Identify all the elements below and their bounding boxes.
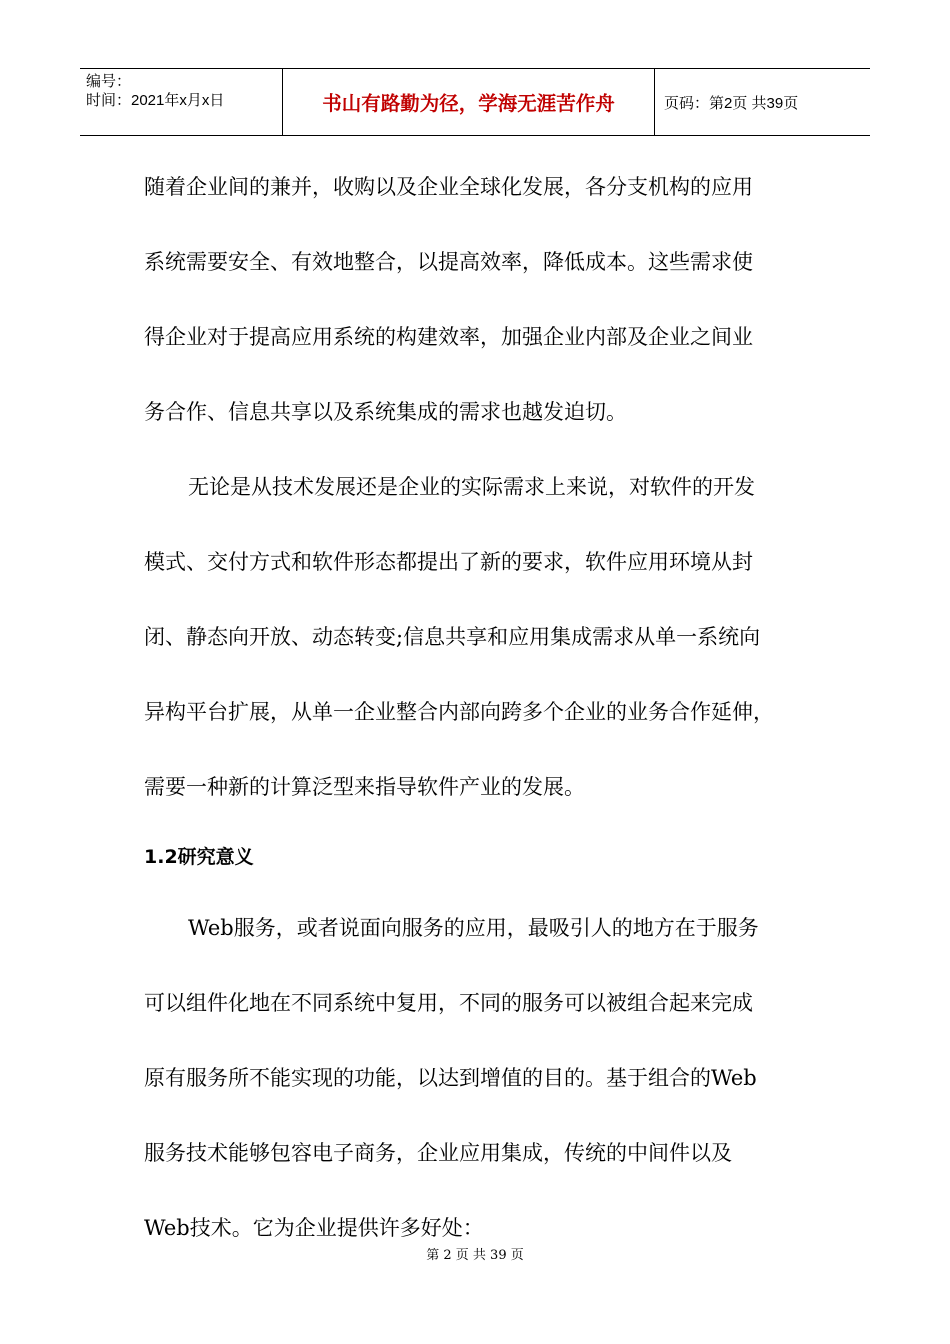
- document-date: 时间：2021年x月x日: [86, 92, 225, 109]
- document-body: [144, 158, 824, 1274]
- page-footer: 第 2 页 共 39 页: [426, 1248, 524, 1263]
- paragraph-line: 无论是从技术发展还是企业的实际需求上来说，对软件的开发: [188, 475, 755, 499]
- paragraph-line: 模式、交付方式和软件形态都提出了新的要求，软件应用环境从封: [144, 550, 753, 574]
- paragraph-line: Web服务，或者说面向服务的应用，最吸引人的地方在于服务: [188, 916, 759, 940]
- paragraph-line: 可以组件化地在不同系统中复用，不同的服务可以被组合起来完成: [144, 991, 753, 1015]
- paragraph-line: 随着企业间的兼并，收购以及企业全球化发展，各分支机构的应用: [144, 175, 753, 199]
- header-motto: 书山有路勤为径，学海无涯苦作舟: [282, 69, 655, 135]
- paragraph-line: 系统需要安全、有效地整合，以提高效率，降低成本。这些需求使: [144, 250, 753, 274]
- page-header: [80, 68, 870, 136]
- paragraph-line: 异构平台扩展，从单一企业整合内部向跨多个企业的业务合作延伸，: [144, 700, 774, 724]
- paragraph-line: 闭、静态向开放、动态转变;信息共享和应用集成需求从单一系统向: [144, 625, 761, 649]
- section-heading: 1.2研究意义: [144, 846, 254, 868]
- paragraph-line: Web技术。它为企业提供许多好处：: [144, 1216, 484, 1240]
- paragraph-line: 服务技术能够包容电子商务，企业应用集成，传统的中间件以及: [144, 1141, 732, 1165]
- paragraph-line: 需要一种新的计算泛型来指导软件产业的发展。: [144, 775, 585, 799]
- header-page-info: 页码：第2页 共39页: [664, 94, 799, 112]
- paragraph-line: 务合作、信息共享以及系统集成的需求也越发迫切。: [144, 400, 627, 424]
- paragraph-line: 原有服务所不能实现的功能，以达到增值的目的。基于组合的Web: [144, 1066, 757, 1090]
- paragraph-line: 得企业对于提高应用系统的构建效率，加强企业内部及企业之间业: [144, 325, 753, 349]
- header-meta: [80, 69, 282, 135]
- document-number-label: 编号：: [86, 73, 132, 90]
